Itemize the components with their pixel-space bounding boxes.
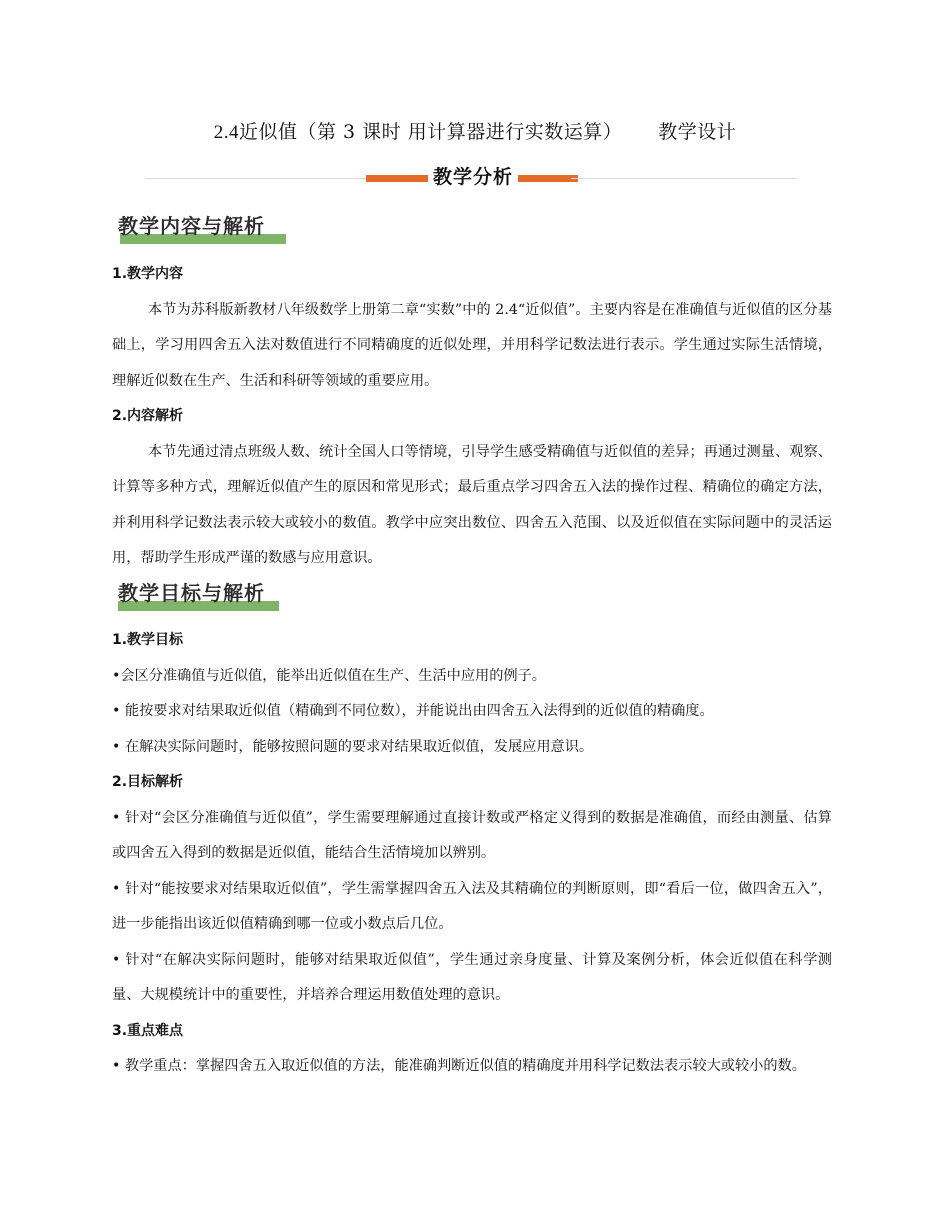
subheading-goals: 1.教学目标 [112, 632, 184, 648]
section-heading-text: 教学目标与解析 [118, 581, 265, 605]
banner-rule-right [571, 178, 797, 179]
list-item: • 教学重点：掌握四舍五入取近似值的方法，能准确判断近似值的精确度并用科学记数法表示较大或较小的数。 [112, 1058, 806, 1074]
section-heading-goals [118, 577, 265, 611]
subheading-content: 1.教学内容 [112, 266, 184, 282]
list-item: • 在解决实际问题时，能够按照问题的要求对结果取近似值，发展应用意识。 [112, 738, 594, 755]
banner-bar-left [366, 175, 428, 182]
subheading-analysis: 2.内容解析 [112, 408, 184, 424]
list-item: • 针对“在解决实际问题时，能够对结果取近似值”，学生通过亲身度量、计算及案例分析，体会近似值在科学测量、大规模统计中的重要性，并培养合理运用数值处理的意识。 [112, 951, 832, 1003]
subheading-goal-analysis: 2.目标解析 [112, 774, 184, 790]
section-heading-text: 教学内容与解析 [118, 214, 265, 238]
document-title [0, 117, 950, 144]
content-section [112, 257, 832, 577]
banner-bar-right [518, 175, 578, 182]
subheading-key-points: 3.重点难点 [112, 1022, 184, 1039]
list-item: •会区分准确值与近似值，能举出近似值在生产、生活中应用的例子。 [112, 667, 546, 684]
list-item: • 针对“能按要求对结果取近似值”，学生需掌握四舍五入法及其精确位的判断原则，即“看后一位，做四舍五入”，进一步能指出该近似值精确到哪一位或小数点后几位。 [112, 880, 832, 932]
title-suffix: 教学设计 [658, 121, 737, 143]
list-item: • 针对“会区分准确值与近似值”，学生需要理解通过直接计数或严格定义得到的数据是准确值，而经由测量、估算或四舍五入得到的数据是近似值，能结合生活情境加以辨别。 [112, 809, 832, 861]
banner-rule-left [145, 178, 373, 179]
list-item: • 能按要求对结果取近似值（精确到不同位数），并能说出由四舍五入法得到的近似值的精确度。 [112, 703, 714, 719]
title-number: 2.4 [213, 122, 239, 143]
goals-section [112, 623, 832, 1085]
section-heading-content [118, 210, 265, 244]
paragraph-content: 本节为苏科版新教材八年级数学上册第二章“实数”中的 2.4“近似值”。主要内容是在准确值与近似值的区分基础上，学习用四舍五入法对数值进行不同精确度的近似处理，并用科学记数法进行表示。学生通过实际生活情境，理解近似数在生产、生活和科研等领域的重要应用。 [112, 301, 832, 389]
paragraph-analysis: 本节先通过清点班级人数、统计全国人口等情境，引导学生感受精确值与近似值的差异；再通过测量、观察、计算等多种方式，理解近似值产生的原因和常见形式；最后重点学习四舍五入法的操作过程、精确位的确定方法，并利用科学记数法表示较大或较小的数值。教学中应突出数位、四舍五入范围、以及近似值在实际问题中的灵活运用，帮助学生形成严谨的数感与应用意识。 [112, 443, 832, 566]
banner-label: 教学分析 [428, 162, 518, 189]
section-banner [145, 162, 797, 192]
title-main: 近似值（第 3 课时 用计算器进行实数运算） [239, 121, 623, 143]
